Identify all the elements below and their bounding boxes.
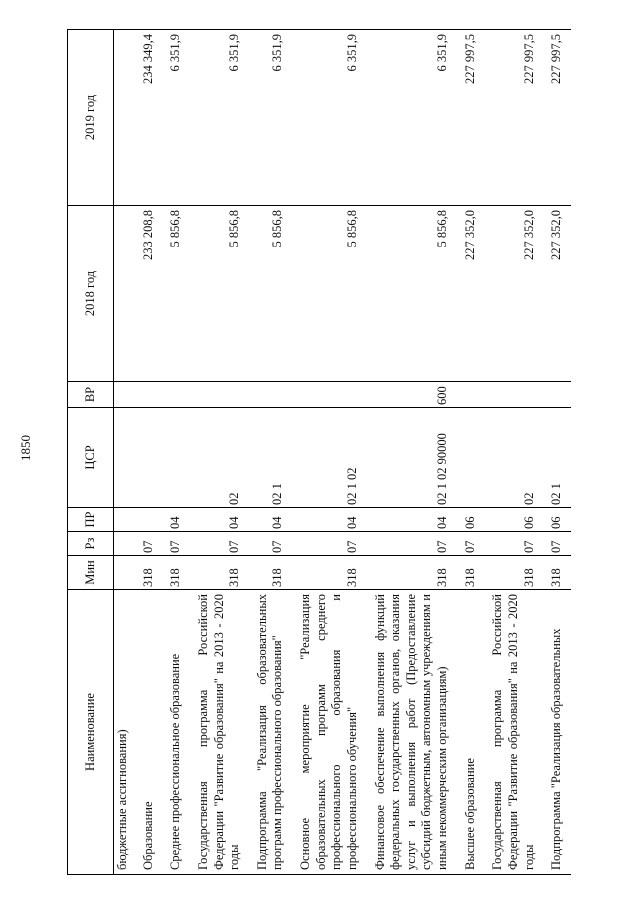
row-2018: 227 352,0 bbox=[484, 206, 543, 382]
header-min: Мин bbox=[68, 556, 114, 590]
row-rz: 07 bbox=[457, 532, 485, 556]
row-vr bbox=[190, 382, 249, 408]
table-row bbox=[543, 30, 571, 875]
row-2018: 5 856,8 bbox=[292, 206, 367, 382]
row-csr bbox=[135, 408, 163, 508]
row-vr bbox=[249, 382, 292, 408]
row-name: Государственная программа Российской Федерации "Развитие образования" на 2013 - 2020 годы bbox=[484, 590, 543, 875]
row-vr bbox=[135, 382, 163, 408]
row-name: Основное мероприятие "Реализация образовательных программ среднего профессионального образования и профессионального обучения" bbox=[292, 590, 367, 875]
row-pr: 04 bbox=[162, 508, 190, 532]
table-row bbox=[190, 30, 249, 875]
row-2019: 227 997,5 bbox=[543, 30, 571, 206]
row-rz: 07 bbox=[162, 532, 190, 556]
row-csr: 02 1 02 90000 bbox=[367, 408, 457, 508]
row-csr: 02 1 02 bbox=[292, 408, 367, 508]
row-csr bbox=[162, 408, 190, 508]
row-rz: 07 bbox=[367, 532, 457, 556]
row-2018: 5 856,8 bbox=[190, 206, 249, 382]
row-vr bbox=[457, 382, 485, 408]
row-2019: 6 351,9 bbox=[249, 30, 292, 206]
header-csr: ЦСР bbox=[68, 408, 114, 508]
header-pr: ПР bbox=[68, 508, 114, 532]
row-pr: 04 bbox=[249, 508, 292, 532]
row-pr: 06 bbox=[457, 508, 485, 532]
row-name: Высшее образование bbox=[457, 590, 485, 875]
row-min: 318 bbox=[484, 556, 543, 590]
row-2018: 227 352,0 bbox=[457, 206, 485, 382]
row-vr: 600 bbox=[367, 382, 457, 408]
row-csr: 02 bbox=[190, 408, 249, 508]
row-2018: 227 352,0 bbox=[543, 206, 571, 382]
continuation-text: бюджетные ассигнования) bbox=[114, 590, 135, 875]
table-row bbox=[249, 30, 292, 875]
page-number: 1850 bbox=[18, 435, 33, 461]
row-min: 318 bbox=[135, 556, 163, 590]
row-pr: 04 bbox=[190, 508, 249, 532]
row-rz: 07 bbox=[249, 532, 292, 556]
header-2018: 2018 год bbox=[68, 206, 114, 382]
header-name: Наименование bbox=[68, 590, 114, 875]
row-min: 318 bbox=[162, 556, 190, 590]
row-pr: 04 bbox=[292, 508, 367, 532]
row-rz: 07 bbox=[135, 532, 163, 556]
row-name: Подпрограмма "Реализация образовательных bbox=[543, 590, 571, 875]
row-rz: 07 bbox=[484, 532, 543, 556]
row-name: Подпрограмма "Реализация образовательных программ профессионального образования" bbox=[249, 590, 292, 875]
budget-table bbox=[67, 29, 571, 875]
row-csr: 02 1 bbox=[249, 408, 292, 508]
row-csr: 02 1 bbox=[543, 408, 571, 508]
row-rz: 07 bbox=[543, 532, 571, 556]
row-2018: 233 208,8 bbox=[135, 206, 163, 382]
row-pr bbox=[135, 508, 163, 532]
table-row bbox=[162, 30, 190, 875]
table-row bbox=[292, 30, 367, 875]
row-name: Образование bbox=[135, 590, 163, 875]
row-pr: 06 bbox=[543, 508, 571, 532]
row-vr bbox=[543, 382, 571, 408]
row-name: Государственная программа Российской Федерации "Развитие образования" на 2013 - 2020 годы bbox=[190, 590, 249, 875]
row-csr: 02 bbox=[484, 408, 543, 508]
table-row bbox=[484, 30, 543, 875]
row-2018: 5 856,8 bbox=[367, 206, 457, 382]
row-min: 318 bbox=[190, 556, 249, 590]
table-row bbox=[457, 30, 485, 875]
row-vr bbox=[162, 382, 190, 408]
row-name: Финансовое обеспечение выполнения функций федеральных государственных органов, оказания услуг и выполнения работ (Предоставление субсидий бюджетным, автономным учреждениям и иным некоммерческим организациям) bbox=[367, 590, 457, 875]
row-min: 318 bbox=[367, 556, 457, 590]
row-2019: 227 997,5 bbox=[484, 30, 543, 206]
row-2019: 6 351,9 bbox=[367, 30, 457, 206]
header-2019: 2019 год bbox=[68, 30, 114, 206]
rotated-page bbox=[67, 30, 619, 875]
continuation-row bbox=[114, 30, 135, 875]
table-row bbox=[135, 30, 163, 875]
row-vr bbox=[292, 382, 367, 408]
row-2019: 227 997,5 bbox=[457, 30, 485, 206]
row-rz: 07 bbox=[292, 532, 367, 556]
row-2019: 234 349,4 bbox=[135, 30, 163, 206]
row-rz: 07 bbox=[190, 532, 249, 556]
row-2018: 5 856,8 bbox=[162, 206, 190, 382]
row-2019: 6 351,9 bbox=[190, 30, 249, 206]
row-min: 318 bbox=[249, 556, 292, 590]
header-vr: ВР bbox=[68, 382, 114, 408]
row-pr: 06 bbox=[484, 508, 543, 532]
row-vr bbox=[484, 382, 543, 408]
row-min: 318 bbox=[457, 556, 485, 590]
table-row bbox=[367, 30, 457, 875]
row-name: Среднее профессиональное образование bbox=[162, 590, 190, 875]
header-rz: Рз bbox=[68, 532, 114, 556]
header-row bbox=[68, 30, 114, 875]
row-2019: 6 351,9 bbox=[292, 30, 367, 206]
row-min: 318 bbox=[292, 556, 367, 590]
row-pr: 04 bbox=[367, 508, 457, 532]
row-2019: 6 351,9 bbox=[162, 30, 190, 206]
row-csr bbox=[457, 408, 485, 508]
row-min: 318 bbox=[543, 556, 571, 590]
row-2018: 5 856,8 bbox=[249, 206, 292, 382]
